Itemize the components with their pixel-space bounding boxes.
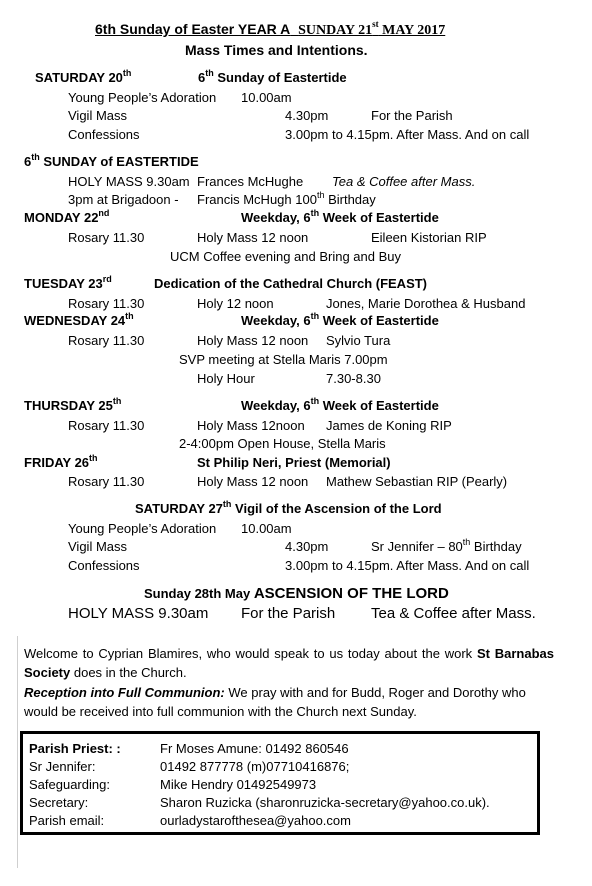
- day-heading-tue23: TUESDAY 23rd: [24, 273, 112, 291]
- day-heading-sat27: SATURDAY 27th Vigil of the Ascension of the Lord: [135, 498, 442, 516]
- open-house: 2-4:00pm Open House, Stella Maris: [179, 436, 386, 451]
- feast-sat20: 6th Sunday of Eastertide: [198, 67, 347, 85]
- page-frame-line-left: [17, 636, 18, 868]
- confessions-label: Confessions: [68, 127, 140, 142]
- page-subtitle: Mass Times and Intentions.: [185, 42, 368, 58]
- contact-label: Sr Jennifer:: [29, 759, 96, 774]
- vigil-intention: For the Parish: [371, 108, 453, 123]
- intention-sun21: Frances McHughe: [197, 174, 304, 189]
- day-heading-sat20: SATURDAY 20th: [35, 67, 132, 85]
- day-heading-wed24: WEDNESDAY 24th: [24, 310, 134, 328]
- vigil-label-sat27: Vigil Mass: [68, 539, 128, 554]
- holy-hour-time: 7.30-8.30: [326, 371, 381, 386]
- intention-thu25: James de Koning RIP: [326, 418, 452, 433]
- contact-row-email: [29, 812, 534, 829]
- day-heading-mon22: MONDAY 22nd: [24, 207, 110, 225]
- mass-tue23: Holy 12 noon: [197, 296, 274, 311]
- contact-label: Parish email:: [29, 813, 105, 828]
- contact-value: 01492 877778 (m)07710416876;: [160, 759, 350, 774]
- contact-row-safeguarding: [29, 776, 534, 793]
- intention-mon22: Eileen Kistorian RIP: [371, 230, 487, 245]
- contact-value: Mike Hendry 01492549973: [160, 777, 317, 792]
- brigadoon-intention: Francis McHugh 100th Birthday: [197, 189, 376, 207]
- intention-sun28: For the Parish: [241, 605, 336, 622]
- feast-fri26: St Philip Neri, Priest (Memorial): [197, 455, 391, 470]
- feast-thu25: Weekday, 6th Week of Eastertide: [241, 395, 439, 413]
- holy-mass-sun21: HOLY MASS 9.30am: [68, 174, 190, 189]
- mass-wed24: Holy Mass 12 noon: [197, 333, 309, 348]
- reception-notice: Reception into Full Communion: We pray with and for Budd, Roger and Dorothy who would be received into full communion with the Church next Sunday.: [24, 685, 526, 719]
- contact-row-secretary: [29, 794, 534, 811]
- contact-email-link[interactable]: ourladystarofthesea@yahoo.com: [160, 813, 351, 828]
- adoration-time-sat27: 10.00am: [241, 521, 292, 536]
- vigil-time: 4.30pm: [285, 108, 329, 123]
- vigil-intention-sat27: Sr Jennifer – 80th Birthday: [371, 536, 522, 554]
- page-title: 6th Sunday of Easter YEAR A SUNDAY 21st MAY 2017: [95, 19, 446, 38]
- contact-value: Sharon Ruzicka (sharonruzicka-secretary@yahoo.co.uk).: [160, 795, 490, 810]
- confessions-time: 3.00pm to 4.15pm. After Mass. And on call: [285, 127, 530, 142]
- rosary-thu25: Rosary 11.30: [68, 418, 145, 433]
- brigadoon-label: 3pm at Brigadoon -: [68, 192, 179, 207]
- contact-label: Secretary:: [29, 795, 89, 810]
- feast-mon22: Weekday, 6th Week of Eastertide: [241, 207, 439, 225]
- contact-label: Safeguarding:: [29, 777, 110, 792]
- confessions-time-sat27: 3.00pm to 4.15pm. After Mass. And on call: [285, 558, 530, 573]
- rosary-mon22: Rosary 11.30: [68, 230, 145, 245]
- intention-wed24: Sylvio Tura: [326, 333, 391, 348]
- tea-coffee-note: Tea & Coffee after Mass.: [332, 174, 476, 189]
- contact-box: [20, 731, 540, 835]
- adoration-label-sat27: Young People’s Adoration: [68, 521, 217, 536]
- tea-coffee-sun28: Tea & Coffee after Mass.: [371, 605, 536, 622]
- event-mon22: UCM Coffee evening and Bring and Buy: [170, 249, 402, 264]
- feast-wed24: Weekday, 6th Week of Eastertide: [241, 310, 439, 328]
- day-heading-fri26: FRIDAY 26th: [24, 452, 98, 470]
- feast-tue23: Dedication of the Cathedral Church (FEAST): [154, 276, 428, 291]
- day-heading-thu25: THURSDAY 25th: [24, 395, 122, 413]
- contact-label: Parish Priest: :: [29, 741, 121, 756]
- mass-thu25: Holy Mass 12noon: [197, 418, 305, 433]
- contact-row-parish-priest: [29, 740, 534, 757]
- contact-row-sr-jennifer: [29, 758, 534, 775]
- welcome-notice: Welcome to Cyprian Blamires, who would speak to us today about the work St Barnabas Society does in the Church.: [24, 646, 554, 680]
- rosary-tue23: Rosary 11.30: [68, 296, 145, 311]
- confessions-label-sat27: Confessions: [68, 558, 140, 573]
- holy-mass-sun28: HOLY MASS 9.30am: [68, 605, 209, 622]
- holy-hour-label: Holy Hour: [197, 371, 255, 386]
- adoration-label: Young People’s Adoration: [68, 90, 217, 105]
- vigil-time-sat27: 4.30pm: [285, 539, 329, 554]
- mass-fri26: Holy Mass 12 noon: [197, 474, 309, 489]
- contact-value: Fr Moses Amune: 01492 860546: [160, 741, 349, 756]
- svp-meeting: SVP meeting at Stella Maris 7.00pm: [179, 352, 388, 367]
- day-heading-sun28: Sunday 28th May ASCENSION OF THE LORD: [144, 585, 449, 602]
- adoration-time: 10.00am: [241, 90, 292, 105]
- vigil-label: Vigil Mass: [68, 108, 128, 123]
- intention-tue23: Jones, Marie Dorothea & Husband: [326, 296, 526, 311]
- rosary-wed24: Rosary 11.30: [68, 333, 145, 348]
- mass-mon22: Holy Mass 12 noon: [197, 230, 309, 245]
- day-heading-sun21: 6th SUNDAY of EASTERTIDE: [24, 151, 199, 169]
- rosary-fri26: Rosary 11.30: [68, 474, 145, 489]
- intention-fri26: Mathew Sebastian RIP (Pearly): [326, 474, 508, 489]
